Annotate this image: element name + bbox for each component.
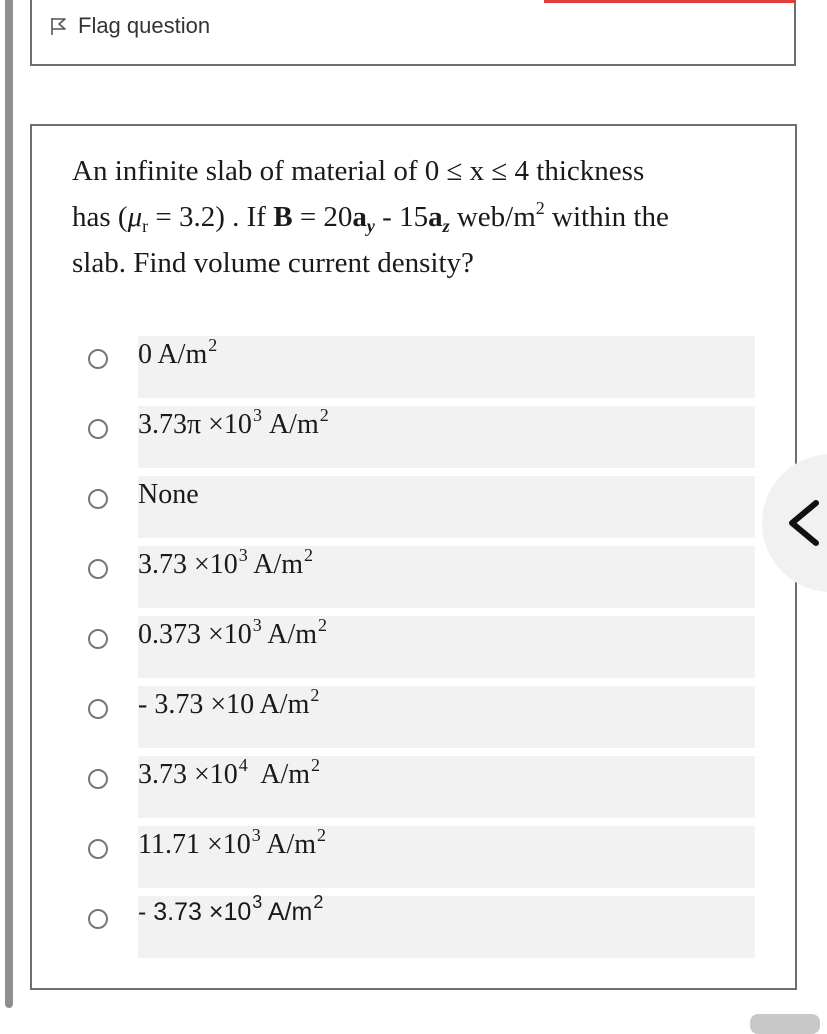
- answer-option-label: $3.73\pi \times 10^3$ $A/m^2$: [138, 405, 329, 440]
- answer-option[interactable]: [138, 476, 755, 538]
- answer-option-label: $11.71 \times 10^3$ $A/m^2$: [138, 825, 326, 860]
- flag-icon: [50, 16, 68, 36]
- red-status-strip: [544, 0, 796, 3]
- answer-option-label: None: [138, 479, 199, 510]
- left-accent-bar: [5, 0, 13, 1008]
- radio-button[interactable]: [88, 419, 108, 439]
- answer-option[interactable]: [138, 336, 755, 398]
- answer-option-label: $0.373 \times 10^3$ $A/m^2$: [138, 615, 328, 650]
- question-line-1: An infinite slab of material of 0 ≤ x ≤ 4 thickness: [72, 155, 645, 187]
- radio-button[interactable]: [88, 839, 108, 859]
- flag-question-link[interactable]: [50, 13, 210, 39]
- radio-button[interactable]: [88, 909, 108, 929]
- radio-button[interactable]: [88, 769, 108, 789]
- flag-question-label: Flag question: [78, 13, 211, 38]
- question-text: [72, 148, 752, 286]
- answer-option-label: 0 $A/m^2$: [138, 335, 218, 370]
- radio-button[interactable]: [88, 349, 108, 369]
- chevron-left-icon: [784, 499, 824, 547]
- answer-option-label: $3.73 \times 10^3$ $A/m^2$: [138, 545, 314, 580]
- radio-button[interactable]: [88, 629, 108, 649]
- answer-option-label: - $3.73 \times 10^3$ $A/m^2$: [138, 892, 324, 926]
- question-line-2: has $(\mu_r = 3.2)$ . If $B = 20a_y - 15a_z$ web/$m^2$ within the: [72, 198, 669, 236]
- radio-button[interactable]: [88, 489, 108, 509]
- answer-option-label: $3.73 \times 10^4$ $A/m^2$: [138, 755, 321, 790]
- bottom-corner-button[interactable]: [750, 1014, 820, 1034]
- radio-button[interactable]: [88, 559, 108, 579]
- answer-option-label: - 3.73 ×10 $A/m^2$: [138, 685, 320, 720]
- question-line-3: slab. Find volume current density?: [72, 247, 474, 279]
- radio-button[interactable]: [88, 699, 108, 719]
